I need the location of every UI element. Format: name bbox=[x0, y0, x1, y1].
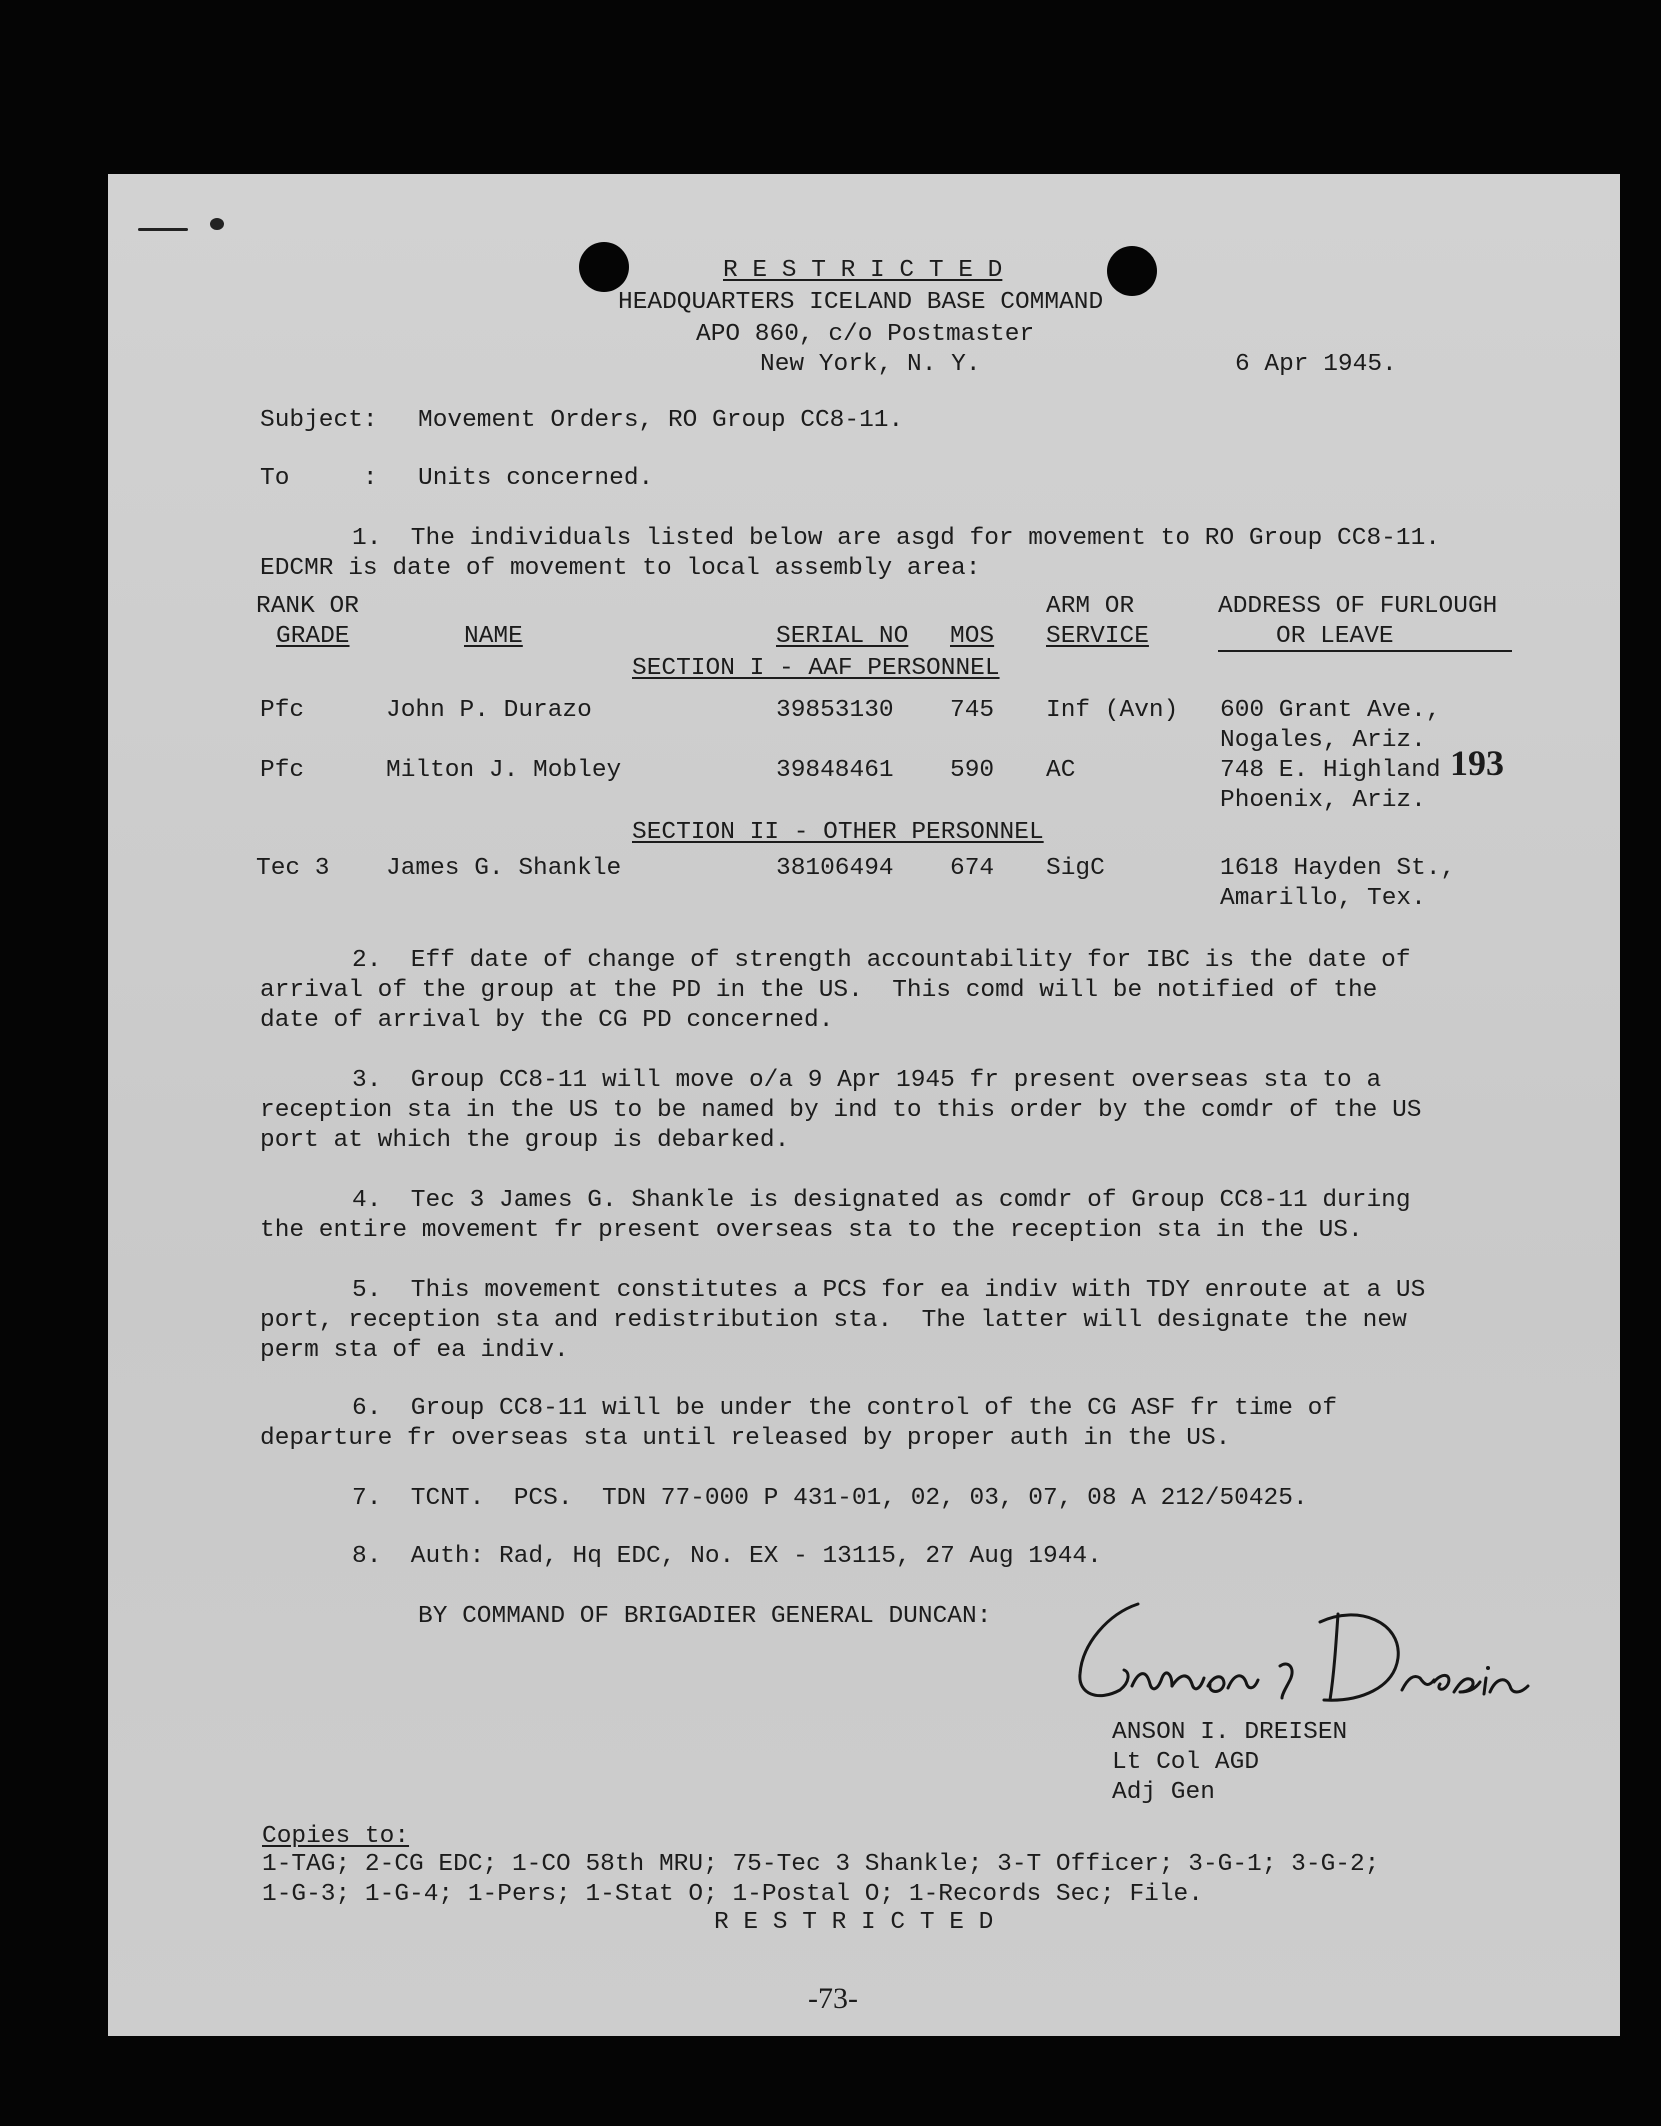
table-row-2-mos: 590 bbox=[950, 757, 995, 784]
col-header-mos: MOS bbox=[950, 623, 995, 650]
paper-mark bbox=[210, 218, 224, 230]
table-row-2-addr1: 748 E. Highland bbox=[1220, 757, 1441, 784]
table-row-3-serial: 38106494 bbox=[776, 855, 894, 882]
punch-hole-right bbox=[1107, 246, 1157, 296]
col-header-name: NAME bbox=[464, 623, 523, 650]
punch-hole-left bbox=[579, 242, 629, 292]
col-header-grade: GRADE bbox=[276, 623, 350, 650]
table-row-1-mos: 745 bbox=[950, 697, 995, 724]
address-header-rule bbox=[1218, 650, 1512, 652]
para2-line3: date of arrival by the CG PD concerned. bbox=[260, 1007, 834, 1034]
page-number: -73- bbox=[808, 1982, 858, 2015]
document-page bbox=[108, 174, 1620, 2036]
header-apo: APO 860, c/o Postmaster bbox=[696, 321, 1035, 348]
table-row-3-addr2: Amarillo, Tex. bbox=[1220, 885, 1426, 912]
para6-line2: departure fr overseas sta until released by proper auth in the US. bbox=[260, 1425, 1231, 1452]
table-row-1-name: John P. Durazo bbox=[386, 697, 592, 724]
para1-line2: EDCMR is date of movement to local assembly area: bbox=[260, 555, 981, 582]
header-date: 6 Apr 1945. bbox=[1235, 351, 1397, 378]
table-row-2-arm: AC bbox=[1046, 757, 1076, 784]
col-header-rank: RANK OR bbox=[256, 593, 359, 620]
table-row-1-serial: 39853130 bbox=[776, 697, 894, 724]
header-org: HEADQUARTERS ICELAND BASE COMMAND bbox=[618, 289, 1104, 316]
para3-line1: 3. Group CC8-11 will move o/a 9 Apr 1945 fr present overseas sta to a bbox=[352, 1067, 1382, 1094]
para2-line2: arrival of the group at the PD in the US. This comd will be notified of the bbox=[260, 977, 1378, 1004]
handwritten-signature bbox=[1068, 1594, 1558, 1714]
margin-number-stamp: 193 bbox=[1450, 743, 1504, 783]
col-header-arm: ARM OR bbox=[1046, 593, 1135, 620]
col-header-address: ADDRESS OF FURLOUGH bbox=[1218, 593, 1498, 620]
table-row-3-rank: Tec 3 bbox=[256, 855, 330, 882]
table-row-2-name: Milton J. Mobley bbox=[386, 757, 622, 784]
signer-title: Adj Gen bbox=[1112, 1779, 1215, 1806]
para1-line1: 1. The individuals listed below are asgd for movement to RO Group CC8-11. bbox=[352, 525, 1440, 552]
para5-line2: port, reception sta and redistribution sta. The latter will designate the new bbox=[260, 1307, 1407, 1334]
table-row-3-arm: SigC bbox=[1046, 855, 1105, 882]
subject-label: Subject: bbox=[260, 407, 378, 434]
classification-bottom: R E S T R I C T E D bbox=[714, 1909, 994, 1936]
table-row-3-name: James G. Shankle bbox=[386, 855, 622, 882]
para8: 8. Auth: Rad, Hq EDC, No. EX - 13115, 27 Aug 1944. bbox=[352, 1543, 1102, 1570]
subject-text: Movement Orders, RO Group CC8-11. bbox=[418, 407, 904, 434]
classification-top: R E S T R I C T E D bbox=[723, 257, 1003, 284]
para3-line3: port at which the group is debarked. bbox=[260, 1127, 790, 1154]
command-line: BY COMMAND OF BRIGADIER GENERAL DUNCAN: bbox=[418, 1603, 992, 1630]
para6-line1: 6. Group CC8-11 will be under the control of the CG ASF fr time of bbox=[352, 1395, 1338, 1422]
to-text: Units concerned. bbox=[418, 465, 654, 492]
para3-line2: reception sta in the US to be named by ind to this order by the comdr of the US bbox=[260, 1097, 1422, 1124]
copies-label: Copies to: bbox=[262, 1823, 410, 1850]
paper-mark bbox=[138, 228, 188, 231]
copies-line1: 1-TAG; 2-CG EDC; 1-CO 58th MRU; 75-Tec 3 Shankle; 3-T Officer; 3-G-1; 3-G-2; bbox=[262, 1851, 1380, 1878]
para5-line1: 5. This movement constitutes a PCS for ea indiv with TDY enroute at a US bbox=[352, 1277, 1426, 1304]
table-row-2-addr2: Phoenix, Ariz. bbox=[1220, 787, 1426, 814]
section-2-heading: SECTION II - OTHER PERSONNEL bbox=[632, 819, 1044, 846]
para4-line1: 4. Tec 3 James G. Shankle is designated as comdr of Group CC8-11 during bbox=[352, 1187, 1411, 1214]
table-row-1-addr1: 600 Grant Ave., bbox=[1220, 697, 1441, 724]
col-header-serial: SERIAL NO bbox=[776, 623, 909, 650]
para7: 7. TCNT. PCS. TDN 77-000 P 431-01, 02, 03, 07, 08 A 212/50425. bbox=[352, 1485, 1308, 1512]
signer-rank: Lt Col AGD bbox=[1112, 1749, 1260, 1776]
copies-line2: 1-G-3; 1-G-4; 1-Pers; 1-Stat O; 1-Postal O; 1-Records Sec; File. bbox=[262, 1881, 1203, 1908]
para2-line1: 2. Eff date of change of strength accountability for IBC is the date of bbox=[352, 947, 1411, 974]
para5-line3: perm sta of ea indiv. bbox=[260, 1337, 569, 1364]
table-row-2-serial: 39848461 bbox=[776, 757, 894, 784]
col-header-leave: OR LEAVE bbox=[1276, 623, 1394, 650]
col-header-service: SERVICE bbox=[1046, 623, 1149, 650]
to-label: To : bbox=[260, 465, 378, 492]
table-row-1-arm: Inf (Avn) bbox=[1046, 697, 1179, 724]
header-city: New York, N. Y. bbox=[760, 351, 981, 378]
table-row-1-rank: Pfc bbox=[260, 697, 305, 724]
table-row-3-mos: 674 bbox=[950, 855, 995, 882]
table-row-3-addr1: 1618 Hayden St., bbox=[1220, 855, 1456, 882]
table-row-2-rank: Pfc bbox=[260, 757, 305, 784]
signer-name: ANSON I. DREISEN bbox=[1112, 1719, 1348, 1746]
table-row-1-addr2: Nogales, Ariz. bbox=[1220, 727, 1426, 754]
section-1-heading: SECTION I - AAF PERSONNEL bbox=[632, 655, 1000, 682]
para4-line2: the entire movement fr present overseas sta to the reception sta in the US. bbox=[260, 1217, 1363, 1244]
